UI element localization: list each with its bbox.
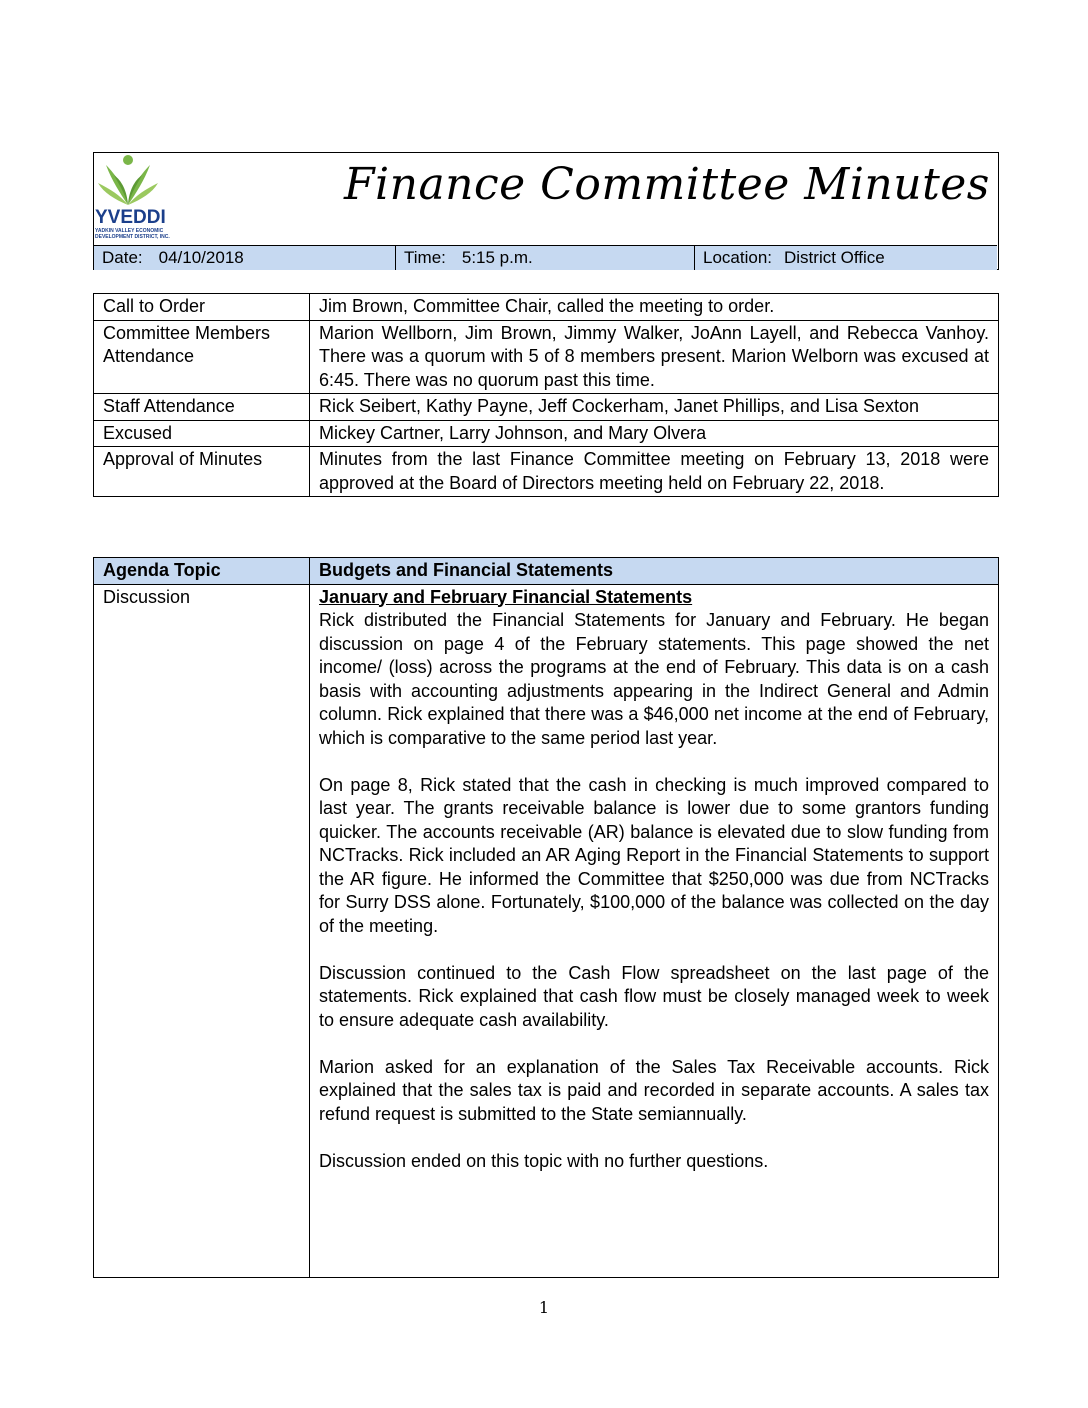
row-label: Excused: [94, 420, 310, 447]
location-value: District Office: [784, 248, 885, 267]
agenda-table: [93, 557, 999, 1278]
document-title: Finance Committee Minutes: [344, 159, 990, 210]
leaf-logo-icon: [94, 153, 184, 209]
location-label: Location:: [703, 248, 772, 267]
row-label: Approval of Minutes: [94, 447, 310, 497]
date-value: 04/10/2018: [158, 248, 244, 267]
discussion-paragraph: Marion asked for an explanation of the Sales Tax Receivable accounts. Rick explained that the sales tax is paid and recorded in separate accounts. A sales tax refund request is submitted to the State semiannually.: [319, 1056, 989, 1124]
agenda-topic-value: Budgets and Financial Statements: [310, 558, 999, 585]
row-value: Jim Brown, Committee Chair, called the meeting to order.: [310, 294, 999, 321]
date-label: Date:: [102, 248, 143, 267]
time-label: Time:: [404, 248, 446, 267]
table-row: [94, 447, 999, 497]
discussion-subheading: January and February Financial Statements: [319, 586, 693, 607]
page-number: 1: [538, 1298, 550, 1317]
discussion-body: [310, 584, 999, 1277]
document-header: [93, 152, 999, 270]
date-cell: [94, 246, 396, 270]
table-row: [94, 320, 999, 394]
discussion-paragraph: Discussion ended on this topic with no further questions.: [319, 1150, 769, 1171]
time-value: 5:15 p.m.: [461, 248, 533, 267]
table-row: [94, 394, 999, 421]
row-value: Minutes from the last Finance Committee meeting on February 13, 2018 were approved at the Board of Directors meeting held on February 22, 2018.: [310, 447, 999, 497]
agenda-header-row: [94, 558, 999, 585]
time-cell: [396, 246, 695, 270]
location-cell: [695, 246, 997, 270]
table-row: [94, 294, 999, 321]
row-label: Committee Members Attendance: [94, 320, 310, 394]
discussion-label: Discussion: [94, 584, 310, 1277]
attendance-table: [93, 293, 999, 497]
row-value: Rick Seibert, Kathy Payne, Jeff Cockerham, Janet Phillips, and Lisa Sexton: [310, 394, 999, 421]
logo-wordmark: YVEDDI: [95, 207, 166, 228]
yveddi-logo: [94, 153, 184, 245]
row-label: Call to Order: [94, 294, 310, 321]
row-value: Marion Wellborn, Jim Brown, Jimmy Walker, JoAnn Layell, and Rebecca Vanhoy. There was a quorum with 5 of 8 members present. Marion Welborn was excused at 6:45. There was no quorum past this time.: [310, 320, 999, 394]
discussion-paragraph: On page 8, Rick stated that the cash in checking is much improved compared to last year. The grants receivable balance is lower due to some grantors funding quicker. The accounts receivable (AR) balance is elevated due to slow funding from NCTracks. Rick included an AR Aging Report in the Financial Statements to support the AR figure. He informed the Committee that $250,000 was due from NCTracks for Surry DSS alone. Fortunately, $100,000 of the balance was collected on the day of the meeting.: [319, 774, 989, 936]
row-value: Mickey Cartner, Larry Johnson, and Mary Olvera: [310, 420, 999, 447]
meeting-info-row: [94, 245, 997, 270]
discussion-paragraph: Rick distributed the Financial Statements for January and February. He began discussion on page 4 of the February statements. This page showed the net income/ (loss) across the programs at the end of February. This data is on a cash basis with accounting adjustments appearing in the Indirect General and Admin column. Rick explained that there was a $46,000 net income at the end of February, which is comparative to the same period last year.: [319, 610, 989, 748]
discussion-paragraph: Discussion continued to the Cash Flow spreadsheet on the last page of the statements. Rick explained that cash flow must be closely managed week to week to ensure adequate cash availability.: [319, 962, 989, 1030]
discussion-row: [94, 584, 999, 1277]
agenda-topic-label: Agenda Topic: [94, 558, 310, 585]
row-label: Staff Attendance: [94, 394, 310, 421]
table-row: [94, 420, 999, 447]
logo-subtitle: YADKIN VALLEY ECONOMIC DEVELOPMENT DISTRICT, INC.: [95, 228, 170, 240]
